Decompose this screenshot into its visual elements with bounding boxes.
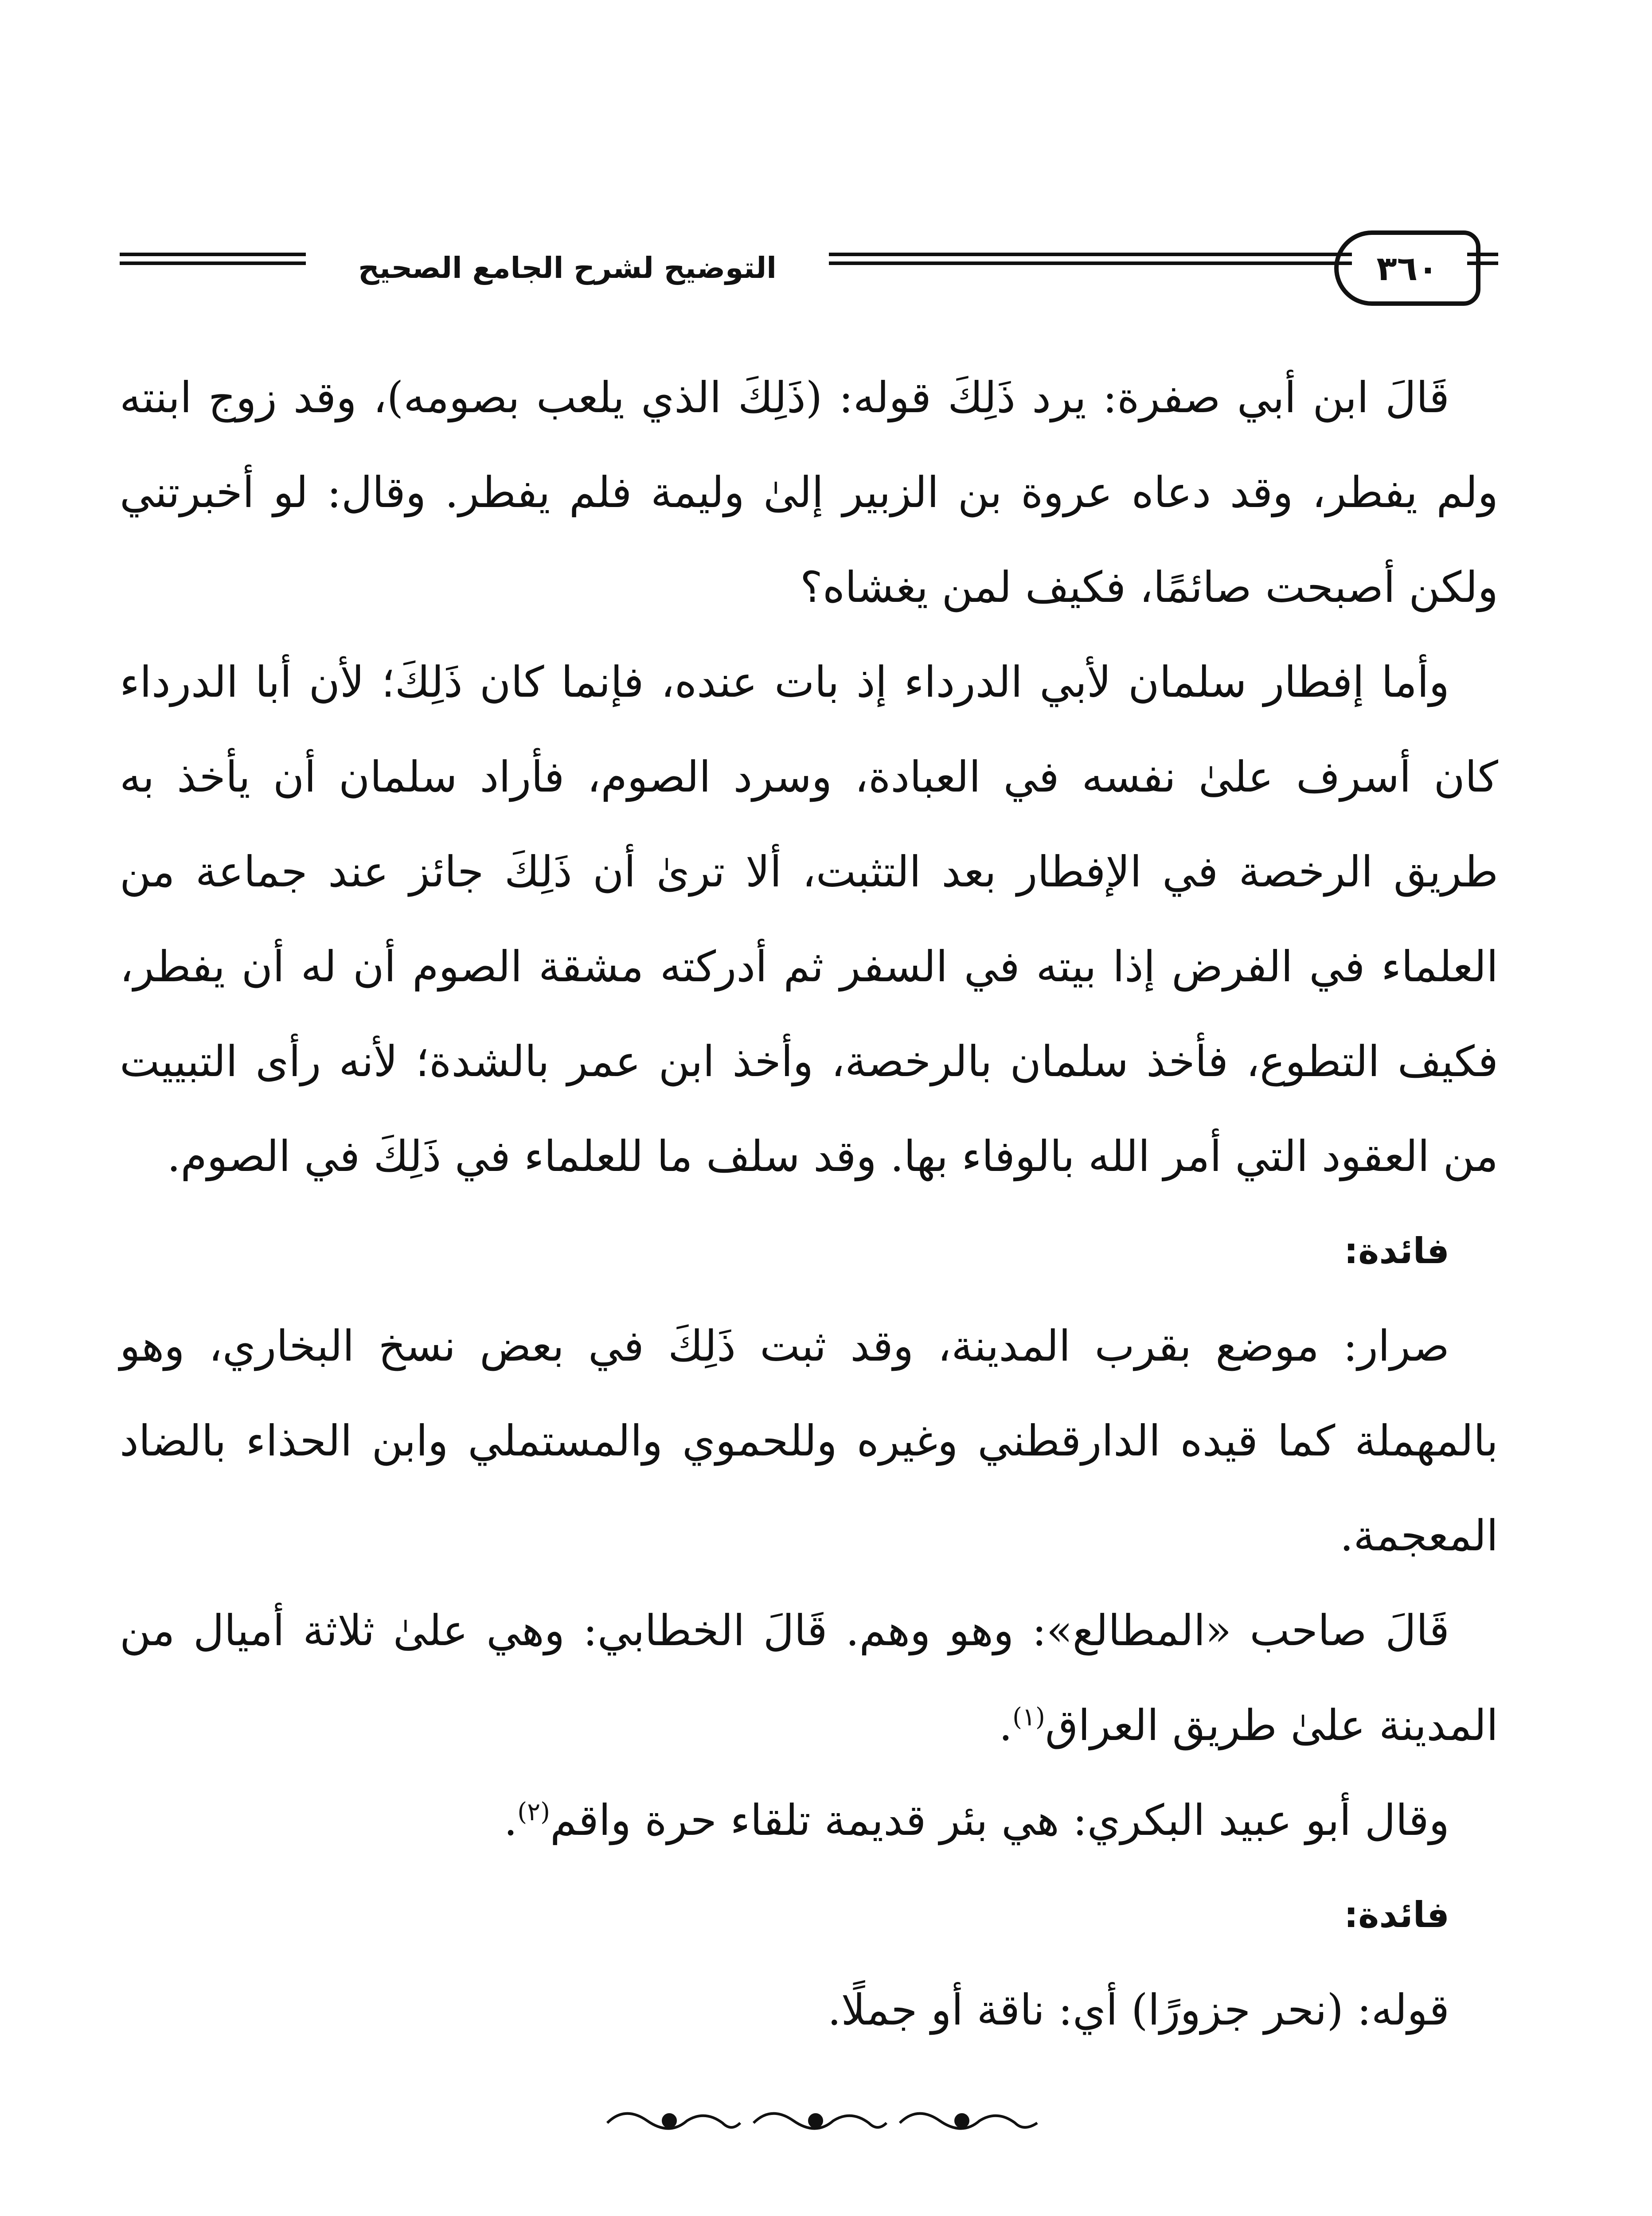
page-header xyxy=(120,230,1498,310)
section-heading-1: فائدة: xyxy=(1344,1230,1449,1272)
ornament-flourish-middle xyxy=(754,2114,887,2129)
footnote-ref-2[interactable]: (٢) xyxy=(517,1798,551,1826)
footnote-ref-1[interactable]: (١) xyxy=(1012,1703,1045,1732)
paragraph-4-end: . xyxy=(999,1701,1013,1750)
ornament-flourish-right xyxy=(900,2114,1037,2129)
running-title: التوضيح لشرح الجامع الصحيح xyxy=(358,251,777,285)
paragraph-4 xyxy=(120,1583,1498,1773)
ornament-divider xyxy=(598,2096,1051,2145)
main-text xyxy=(120,350,1498,2057)
paragraph-2: وأما إفطار سلمان لأبي الدرداء إذ بات عنده، فإنما كان ذَلِكَ؛ لأن أبا الدرداء كان أسرف علىٰ نفسه في العبادة، وسرد الصوم، فأراد سلمان أن يأخذ به طريق الرخصة في الإفطار بعد التثبت، ألا ترىٰ أن ذَلِكَ جائز عند جماعة من العلماء في الفرض إذا بيته في السفر ثم أدركته مشقة الصوم أن له أن يفطر، فكيف التطوع، فأخذ سلمان بالرخصة، وأخذ ابن عمر بالشدة؛ لأنه رأى التبييت من العقود التي أمر الله بالوفاء بها. وقد سلف ما للعلماء في ذَلِكَ في الصوم. xyxy=(120,657,1499,1181)
paragraph-4-text: قَالَ صاحب «المطالع»: وهو وهم. قَالَ الخطابي: وهي علىٰ ثلاثة أميال من المدينة علىٰ طريق العراق xyxy=(120,1606,1498,1750)
paragraph-6: قوله: (نحر جزورًا) أي: ناقة أو جملًا. xyxy=(827,1985,1449,2035)
ornament-flourish-left xyxy=(607,2114,740,2129)
paragraph-3: صرار: موضع بقرب المدينة، وقد ثبت ذَلِكَ في بعض نسخ البخاري، وهو بالمهملة كما قيده الدارقطني وغيره وللحموي والمستملي وابن الحذاء بالضاد المعجمة. xyxy=(120,1321,1499,1561)
paragraph-5-end: . xyxy=(504,1795,518,1845)
page-number: ٣٦٠ xyxy=(1376,248,1438,288)
section-heading-2: فائدة: xyxy=(1344,1894,1449,1935)
paragraph-5 xyxy=(120,1773,1498,1868)
paragraph-1: قَالَ ابن أبي صفرة: يرد ذَلِكَ قوله: (ذَلِكَ الذي يلعب بصومه)، وقد زوج ابنته ولم يفطر، وقد دعاه عروة بن الزبير إلىٰ وليمة فلم يفطر. وقال: لو أخبرتني ولكن أصبحت صائمًا، فكيف لمن يغشاه؟ xyxy=(120,373,1498,612)
page-number-badge xyxy=(1334,230,1480,306)
header-rule-middle xyxy=(829,253,1352,265)
paragraph-5-text: وقال أبو عبيد البكري: هي بئر قديمة تلقاء حرة واقم xyxy=(550,1795,1449,1845)
header-rule-left xyxy=(120,253,306,265)
